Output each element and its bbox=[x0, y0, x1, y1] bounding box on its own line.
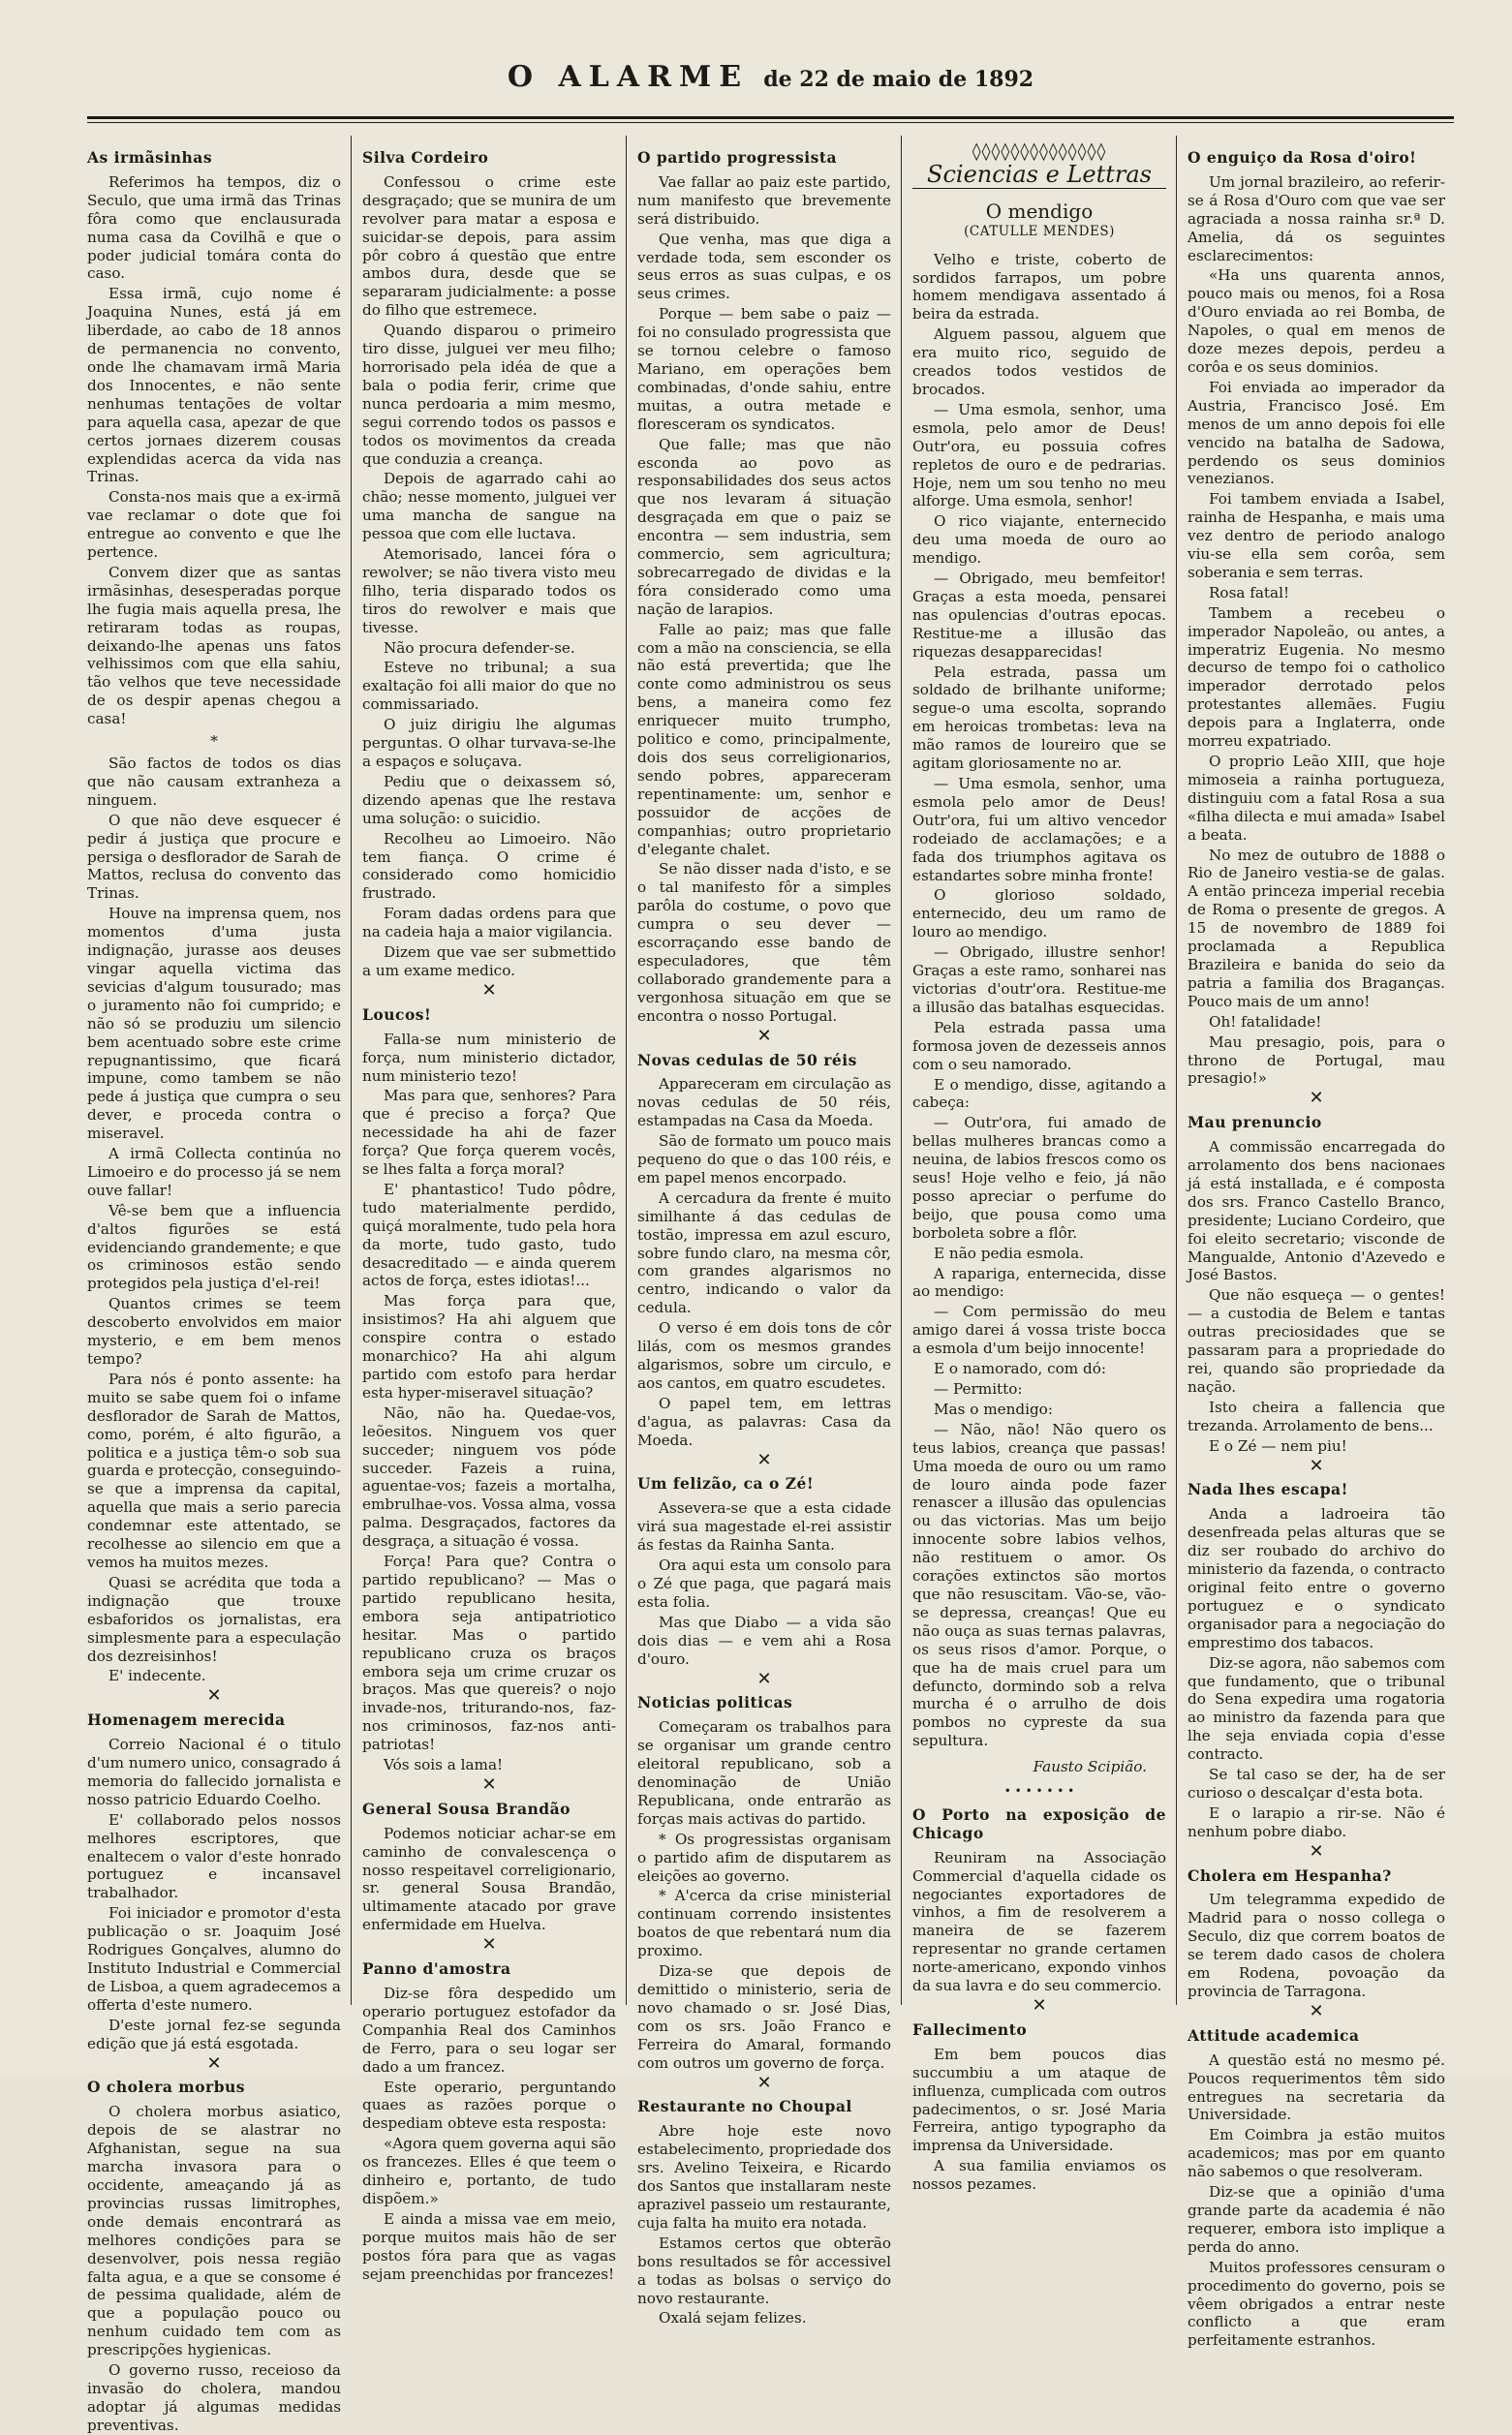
paragraph: — Com permissão do meu amigo darei á vossa triste bocca a esmola d'um beijo innocente! bbox=[912, 1303, 1166, 1358]
paragraph: O verso é em dois tons de côr lilás, com os mesmos grandes algarismos, sobre um circulo, e aos cantos, em quatro escudetes. bbox=[637, 1319, 891, 1392]
paragraph: São factos de todos os dias que não causam extranheza a ninguem. bbox=[87, 755, 341, 809]
paragraph: Porque — bem sabe o paiz — foi no consulado progressista que se tornou celebre o famoso Mariano, em operações bem combinadas, d'onde sahiu, entre muitas, a outra metade e floresceram os syndicatos. bbox=[637, 305, 891, 433]
paragraph: E' collaborado pelos nossos melhores escriptores, que enaltecem o valor d'este honrado portuguez e incansavel trabalhador. bbox=[87, 1810, 341, 1902]
paragraph: E o larapio a rir-se. Não é nenhum pobre diabo. bbox=[1188, 1803, 1445, 1840]
headline: Um felizão, ca o Zé! bbox=[637, 1474, 815, 1494]
paragraph: Esteve no tribunal; a sua exaltação foi alli maior do que no commissariado. bbox=[362, 659, 616, 714]
headline: Novas cedulas de 50 réis bbox=[637, 1050, 857, 1069]
paragraph: Foi enviada ao imperador da Austria, Francisco José. Em menos de um anno depois foi elle vencido na batalha de Sadowa, perdendo os seus dominios venezianos. bbox=[1188, 378, 1445, 488]
paragraph: «Ha uns quarenta annos, pouco mais ou menos, foi a Rosa d'Ouro enviada ao rei Bomba, de Napoles, o qual em menos de doze mezes depois, perdeu a corôa e os seus dominios. bbox=[1188, 266, 1445, 376]
paragraph: Mas força para que, insistimos? Ha ahi alguem que conspire contra o estado monarchico? Ha ahi algum partido com estofo para herdar esta hyper-miseravel situação? bbox=[362, 1292, 616, 1402]
paragraph: Força! Para que? Contra o partido republicano? — Mas o partido republicano hesita, embora seja antipatriotico hesitar. Mas o partido republicano cruza os braços embora seja um crime cruzar os braços. Mas que quereis? o nojo invade-nos, triturando-nos, faz-nos criminosos, faz-nos anti-patriotas! bbox=[362, 1553, 616, 1754]
headline: O partido progressista bbox=[637, 148, 838, 167]
headline: As irmãsinhas bbox=[87, 148, 213, 167]
paragraph: O governo russo, receioso da invasão do cholera, mandou adoptar já algumas medidas preventivas. bbox=[87, 2361, 341, 2434]
paragraph: Oh! fatalidade! bbox=[1209, 1012, 1322, 1031]
paragraph: Quasi se acrédita que toda a indignação que trouxe esbaforidos os jornalistas, era simplesmente para a especulação dos dezreisinhos! bbox=[87, 1573, 341, 1665]
paragraph: Velho e triste, coberto de sordidos farrapos, um pobre homem mendigava assentado á beira da estrada. bbox=[912, 250, 1166, 324]
paragraph: Convem dizer que as santas irmãsinhas, desesperadas porque lhe fugia mais aquella presa, lhe retiraram todas as roupas, deixando-lhe apenas uns fatos velhissimos com que ella sahiu, tão velhos que teve necessidade de os despir apenas chegou a casa! bbox=[87, 563, 341, 728]
paragraph: O cholera morbus asiatico, depois de se alastrar no Afghanistan, segue na sua marcha invasora para o occidente, ameaçando já as provincias russas limitrophes, onde demais encontrará as melhores condições para se desenvolver, pois nessa região falta agua, e a que se consome é de pessima qualidade, além de que a população pouco ou nenhum cuidado tem com as prescripções hygienicas. bbox=[87, 2103, 341, 2359]
paragraph: No mez de outubro de 1888 o Rio de Janeiro vestia-se de galas. A então princeza imperial recebia de Roma o presente de gregos. A 15 de novembro de 1889 foi proclamada a Republica Brazileira e banida do seio da patria a familia dos Braganças. Pouco mais de um anno! bbox=[1188, 846, 1445, 1010]
paragraph: Diza-se que depois de demittido o ministerio, seria de novo chamado o sr. José Dias, com os srs. João Franco e Ferreira do Amaral, formando com outros um governo de força. bbox=[637, 1962, 891, 2072]
section-title: Sciencias e Lettras bbox=[927, 160, 1152, 188]
paragraph: E ainda a missa vae em meio, porque muitos mais hão de ser postos fóra para que as vagas sejam preenchidas por francezes! bbox=[362, 2209, 616, 2283]
cross-separator-icon: ✕ bbox=[1032, 1995, 1047, 2016]
cross-separator-icon: ✕ bbox=[756, 1668, 772, 1689]
paragraph: Alguem passou, alguem que era muito rico, seguido de creados todos vestidos de brocados. bbox=[912, 325, 1166, 398]
paragraph: Falle ao paiz; mas que falle com a mão na consciencia, se ella não está prevertida; que lhe conte como administrou os seus bens, a maneira como fez enriquecer muito trumpho, politico e como, principalmente, dois dos seus correligionarios, sendo pobres, appareceram repentinamente: um, senhor e possuidor de acções de companhias; outro proprietario d'elegante chalet. bbox=[637, 620, 891, 858]
cross-separator-icon: ✕ bbox=[481, 1773, 497, 1795]
paragraph: A cercadura da frente é muito similhante á das cedulas de tostão, impressa em azul escuro, sobre fundo claro, na mesma côr, com grandes algarismos no centro, indicando o valor da cedula. bbox=[637, 1188, 891, 1317]
paragraph: Referimos ha tempos, diz o Seculo, que uma irmã das Trinas fôra como que enclausurada numa casa da Covilhã e que o poder judicial tomára conta do caso. bbox=[87, 172, 341, 283]
cross-separator-icon: ✕ bbox=[756, 1449, 772, 1470]
paragraph: Isto cheira a fallencia que trezanda. Arrolamento de bens... bbox=[1188, 1398, 1445, 1434]
paragraph: Em Coimbra ja estão muitos academicos; mas por em quanto não sabemos o que resolveram. bbox=[1188, 2126, 1445, 2181]
paragraph: E não pedia esmola. bbox=[934, 1244, 1084, 1262]
cross-separator-icon: ✕ bbox=[1309, 1088, 1324, 1109]
cross-separator-icon: ✕ bbox=[481, 979, 497, 1001]
cross-separator-icon: ✕ bbox=[481, 1934, 497, 1956]
paragraph: Pela estrada, passa um soldado de brilhante uniforme; segue-o uma escolta, soprando em heroicas trombetas: leva na mão ramos de loureiro que se agitam gloriosamente no ar. bbox=[912, 663, 1166, 773]
paragraph: «Agora quem governa aqui são os francezes. Elles é que teem o dinheiro e, portanto, de tudo dispõem.» bbox=[362, 2135, 616, 2207]
headline: Nada lhes escapa! bbox=[1188, 1480, 1348, 1499]
paragraph: Este operario, perguntando quaes as razões porque o despediam obteve esta resposta: bbox=[362, 2078, 616, 2133]
paragraph: Ora aqui esta um consolo para o Zé que paga, que pagará mais esta folia. bbox=[637, 1557, 891, 1611]
headline: O enguiço da Rosa d'oiro! bbox=[1188, 148, 1417, 167]
paragraph: A questão está no mesmo pé. Poucos requerimentos têm sido entregues na secretaria da Universidade. bbox=[1188, 2050, 1445, 2124]
signature: Fausto Scipião. bbox=[1033, 1758, 1147, 1776]
paragraph: * A'cerca da crise ministerial continuam correndo insistentes boatos de que rebentará num dia proximo. bbox=[637, 1887, 891, 1960]
paragraph: O papel tem, em lettras d'agua, as palavras: Casa da Moeda. bbox=[637, 1394, 891, 1449]
headline: O cholera morbus bbox=[87, 2078, 246, 2097]
paragraph: Diz-se que a opinião d'uma grande parte da academia é não requerer, embora isto implique a perda do anno. bbox=[1188, 2183, 1445, 2256]
paragraph: Podemos noticiar achar-se em caminho de convalescença o nosso respeitavel correligionario, sr. general Sousa Brandão, ultimamente atacado por grave enfermidade em Huelva. bbox=[362, 1824, 616, 1934]
paragraph: Foi iniciador e promotor d'esta publicação o sr. Joaquim José Rodrigues Gonçalves, alumno do Instituto Industrial e Commercial de Lisboa, a quem agradecemos a offerta d'este numero. bbox=[87, 1904, 341, 2014]
headline: Silva Cordeiro bbox=[362, 148, 489, 167]
paragraph: Se tal caso se der, ha de ser curioso o descalçar d'esta bota. bbox=[1188, 1766, 1445, 1802]
column-3 bbox=[637, 143, 891, 2327]
cross-separator-icon: ✕ bbox=[756, 1025, 772, 1046]
paragraph: Houve na imprensa quem, nos momentos d'uma justa indignação, jurasse aos deuses vingar aquella victima das sevicias d'algum tousurado; mas o juramento não foi cumprido; e não só se produziu um silencio bem acentuado sobre este crime repugnantissimo, que ficará impune, como tambem se não pede á justiça que cumpra o seu dever, e proceda contra o miseravel. bbox=[87, 905, 341, 1143]
paragraph: — Uma esmola, senhor, uma esmola pelo amor de Deus! Outr'ora, fui um altivo vencedor rodeiado de acclamações; e a fada dos triumphos agitava os estandartes sobre minha fronte! bbox=[912, 775, 1166, 884]
masthead-rule-thin bbox=[87, 122, 1454, 123]
cross-separator-icon: ✕ bbox=[756, 2072, 772, 2093]
headline: Loucos! bbox=[362, 1004, 432, 1024]
paragraph: Anda a ladroeira tão desenfreada pelas alturas que se diz ser roubado do archivo do ministerio da fazenda, o contracto original feito entre o governo portuguez e o syndicato organisador para a negociação do emprestimo dos tabacos. bbox=[1188, 1505, 1445, 1651]
paragraph: Começaram os trabalhos para se organisar um grande centro eleitoral republicano, sob a denominação de União Republicana, onde entrarão as forças mais activas do partido. bbox=[637, 1718, 891, 1828]
paragraph: O juiz dirigiu lhe algumas perguntas. O olhar turvava-se-lhe a espaços e soluçava. bbox=[362, 716, 616, 770]
paragraph: — Uma esmola, senhor, uma esmola, pelo amor de Deus! Outr'ora, eu possuia cofres repletos de ouro e de pedrarias. Hoje, nem um sou tenho no meu alforge. Uma esmola, senhor! bbox=[912, 400, 1166, 510]
headline: General Sousa Brandão bbox=[362, 1799, 571, 1818]
paragraph: O rico viajante, enternecido deu uma moeda de ouro ao mendigo. bbox=[912, 512, 1166, 568]
paragraph: Não, não ha. Quedae-vos, leõesitos. Ninguem vos quer succeder; ninguem vos póde succeder. Fazeis a ruina, aguentae-vos; fazeis a mortalha, embrulhae-vos. Vossa alma, vossa palma. Desgraçados, factores da desgraça, a situação é vossa. bbox=[362, 1403, 616, 1551]
paragraph: Foram dadas ordens para que na cadeia haja a maior vigilancia. bbox=[362, 905, 616, 941]
column-4 bbox=[912, 141, 1166, 2194]
paragraph: Abre hoje este novo estabelecimento, propriedade dos srs. Avelino Teixeira, e Ricardo dos Santos que installaram neste aprazivel passeio um restaurante, cuja falta ha muito era notada. bbox=[637, 2122, 891, 2232]
paragraph: Oxalá sejam felizes. bbox=[659, 2309, 807, 2327]
paragraph: E o namorado, com dó: bbox=[934, 1360, 1106, 1378]
cross-separator-icon: ✕ bbox=[1309, 1455, 1324, 1476]
paragraph: A irmã Collecta continúa no Limoeiro e do processo já se nem ouve fallar! bbox=[87, 1145, 341, 1199]
column-2 bbox=[362, 143, 616, 2283]
paragraph: Um jornal brazileiro, ao referir-se á Rosa d'Ouro com que vae ser agraciada a nossa rainha sr.ª D. Amelia, dá os seguintes esclarecimentos: bbox=[1188, 172, 1445, 264]
column-divider bbox=[901, 136, 902, 2005]
cross-separator-icon: ✕ bbox=[206, 1685, 222, 1707]
paragraph: Que venha, mas que diga a verdade toda, sem esconder os seus erros as suas culpas, e os seus crimes. bbox=[637, 230, 891, 303]
paragraph: Vae fallar ao paiz este partido, num manifesto que brevemente será distribuido. bbox=[637, 172, 891, 228]
paragraph: E o mendigo, disse, agitando a cabeça: bbox=[912, 1075, 1166, 1112]
cross-separator-icon: ✕ bbox=[1309, 2000, 1324, 2021]
paragraph: Assevera-se que a esta cidade virá sua magestade el-rei assistir ás festas da Rainha Santa. bbox=[637, 1499, 891, 1555]
paragraph: Se não disser nada d'isto, e se o tal manifesto fôr a simples parôla do costume, o povo que cumpra o seu dever — escorraçando esse bando de especuladores, que têm collaborado grandemente para a vergonhosa situação em que se encontra o nosso Portugal. bbox=[637, 860, 891, 1025]
headline: O Porto na exposição de Chicago bbox=[912, 1804, 1166, 1842]
paragraph: — Permitto: bbox=[934, 1380, 1023, 1398]
headline: Noticias politicas bbox=[637, 1693, 793, 1712]
paragraph: — Outr'ora, fui amado de bellas mulheres brancas como a neuina, de labios frescos como os seus! Hoje velho e feio, já não posso apreciar o perfume do beijo, que pousa como uma borboleta sobre a flôr. bbox=[912, 1114, 1166, 1242]
paragraph: D'este jornal fez-se segunda edição que já está esgotada. bbox=[87, 2016, 341, 2052]
column-1 bbox=[87, 143, 341, 2434]
paragraph: Quantos crimes se teem descoberto envolvidos em maior mysterio, e em bem menos tempo? bbox=[87, 1295, 341, 1368]
paragraph: Reuniram na Associação Commercial d'aquella cidade os negociantes exportadores de vinhos, a fim de resolverem a maneira de se fazerem representar no grande certamen norte-americano, expondo vinhos da sua lavra e do seu commercio. bbox=[912, 1848, 1166, 1995]
paragraph: Essa irmã, cujo nome é Joaquina Nunes, está já em liberdade, ao cabo de 18 annos de permanencia no convento, onde lhe chamavam irmã Maria dos Innocentes, e não sente nenhumas tentações de voltar para aquella casa, apezar de que certos jornaes dizerem cousas explendidas acerca da vida nas Trinas. bbox=[87, 285, 341, 486]
masthead-rule bbox=[87, 116, 1454, 119]
paragraph: Mas o mendigo: bbox=[934, 1400, 1053, 1418]
paragraph: Que falle; mas que não esconda ao povo as responsabilidades dos seus actos que nos levaram á situação desgraçada em que o paiz se encontra — sem industria, sem commercio, sem agricultura; sobrecarregado de dividas e la fóra considerado como uma nação de larapios. bbox=[637, 435, 891, 618]
paragraph: Quando disparou o primeiro tiro disse, julguei ver meu filho; horrorisado pela idéa de que a bala o podia ferir, crime que nunca perdoaria a mim mesmo, segui correndo todos os passos e todos os movimentos da creada que conduzia a creança. bbox=[362, 322, 616, 468]
headline: Fallecimento bbox=[912, 2019, 1028, 2039]
paragraph: Mau presagio, pois, para o throno de Portugal, mau presagio!» bbox=[1188, 1033, 1445, 1088]
paragraph: E o Zé — nem piu! bbox=[1209, 1436, 1347, 1455]
story-title: O mendigo bbox=[985, 199, 1094, 223]
paragraph: Pediu que o deixassem só, dizendo apenas que lhe restava uma solução: o suicidio. bbox=[362, 772, 616, 827]
paragraph: Diz-se agora, não sabemos com que fundamento, que o tribunal do Sena expedira uma rogatoria ao ministro da fazenda para que lhe seja enviada copia d'esse contracto. bbox=[1188, 1653, 1445, 1764]
cross-separator-icon: ✕ bbox=[206, 2052, 222, 2074]
paragraph: Não procura defender-se. bbox=[384, 638, 575, 657]
paragraph: Que não esqueça — o gentes! — a custodia de Belem e tantas outras preciosidades que se passaram para a propriedade do rei, quando são propriedade da nação. bbox=[1188, 1286, 1445, 1396]
paragraph: Confessou o crime este desgraçado; que se munira de um revolver para matar a esposa e suicidar-se depois, para assim pôr cobro á questão que entre ambos dura, desde que se separaram judicialmente: a posse do filho que estremece. bbox=[362, 172, 616, 320]
paragraph: — Obrigado, illustre senhor! Graças a este ramo, sonharei nas victorias d'outr'ora. Restitue-me a illusão das batalhas esquecidas. bbox=[912, 943, 1166, 1016]
star-separator: * bbox=[210, 732, 218, 751]
paragraph: Dizem que vae ser submettido a um exame medico. bbox=[362, 943, 616, 979]
headline: Restaurante no Choupal bbox=[637, 2097, 852, 2116]
paragraph: Mas que Diabo — a vida são dois dias — e vem ahi a Rosa d'ouro. bbox=[637, 1613, 891, 1668]
paragraph: Falla-se num ministerio de força, num ministerio dictador, num ministerio tezo! bbox=[362, 1030, 616, 1085]
paragraph: Muitos professores censuram o procedimento do governo, pois se vêem obrigados a entrar neste conflicto a que eram perfeitamente estranhos. bbox=[1188, 2258, 1445, 2350]
ornament-border-icon: ◊◊◊◊◊◊◊◊◊◊◊◊◊◊ bbox=[972, 141, 1107, 162]
paragraph: Estamos certos que obterão bons resultados se fôr accessivel a todas as bolsas o serviço do novo restaurante. bbox=[637, 2234, 891, 2307]
headline: Homenagem merecida bbox=[87, 1711, 286, 1730]
paragraph: Tambem a recebeu o imperador Napoleão, ou antes, a imperatriz Eugenia. No mesmo decurso de tempo foi o catholico imperador derrotado pelos protestantes allemães. Fugiu depois para a Inglaterra, onde morreu expatriado. bbox=[1188, 603, 1445, 751]
story-author: (CATULLE MENDES) bbox=[964, 223, 1115, 239]
paragraph: — Não, não! Não quero os teus labios, creança que passas! Uma moeda de ouro ou um ramo de louro ainda pode fazer renascer a illusão das opulencias ou das victorias. Mas um beijo innocente sobre labios velhos, não restituem o amor. Os corações extinctos são mortos que não resuscitam. Vão-se, vão-se depressa, creanças! Que eu não ouça as suas ternas palavras, os seus risos d'amor. Porque, o que ha de mais cruel para um defuncto, dormindo sob a relva murcha é o arrulho de dois pombos no cypreste da sua sepultura. bbox=[912, 1420, 1166, 1750]
paragraph: Rosa fatal! bbox=[1209, 583, 1290, 601]
paragraph: E' indecente. bbox=[108, 1667, 206, 1685]
paragraph: Atemorisado, lancei fóra o rewolver; se não tivera visto meu filho, teria disparado todos os tiros do rewolver e mais que tivesse. bbox=[362, 545, 616, 636]
paragraph: Foi tambem enviada a Isabel, rainha de Hespanha, e mais uma vez dentro de periodo analogo viu-se ella sem corôa, sem soberania e sem terras. bbox=[1188, 490, 1445, 581]
paragraph: O proprio Leão XIII, que hoje mimoseia a rainha portugueza, distinguiu com a fatal Rosa a sua «filha dilecta e mui amada» Isabel a beata. bbox=[1188, 753, 1445, 844]
section-rule bbox=[912, 188, 1166, 189]
paragraph: O glorioso soldado, enternecido, deu um ramo de louro ao mendigo. bbox=[912, 886, 1166, 941]
paragraph: Diz-se fôra despedido um operario portuguez estofador da Companhia Real dos Caminhos de Ferro, para o seu logar ser dado a um francez. bbox=[362, 1985, 616, 2076]
paragraph: * Os progressistas organisam o partido afim de disputarem as eleições ao governo. bbox=[637, 1830, 891, 1885]
paragraph: Vós sois a lama! bbox=[384, 1756, 504, 1774]
paragraph: Em bem poucos dias succumbiu a um ataque de influenza, cumplicada com outros padecimentos, o sr. José Maria Ferreira, antigo typographo da imprensa da Universidade. bbox=[912, 2045, 1166, 2155]
paragraph: — Obrigado, meu bemfeitor! Graças a esta moeda, pensarei nas opulencias d'outras epocas. Restitue-me a illusão das riquezas desapparecidas! bbox=[912, 570, 1166, 661]
dotted-separator-icon: • • • • • • • bbox=[1003, 1784, 1075, 1799]
headline: Panno d'amostra bbox=[362, 1959, 511, 1979]
paragraph: O que não deve esquecer é pedir á justiça que procure e persiga o desflorador de Sarah de Mattos, reclusa do convento das Trinas. bbox=[87, 811, 341, 903]
headline: Attitude academica bbox=[1188, 2025, 1360, 2045]
issue-date: de 22 de maio de 1892 bbox=[763, 67, 1034, 92]
paragraph: Recolheu ao Limoeiro. Não tem fiança. O crime é considerado como homicidio frustrado. bbox=[362, 829, 616, 903]
column-5 bbox=[1188, 143, 1445, 2350]
paragraph: Para nós é ponto assente: ha muito se sabe quem foi o infame desflorador de Sarah de Mattos, como, porém, é alto figurão, a politica e a justiça têm-o sob sua guarda e protecção, conseguindo-se que a imprensa da capital, aquella que mais a serio parecia condemnar este attentado, se recolhesse ao silencio em que a vemos ha muitos mezes. bbox=[87, 1370, 341, 1571]
paragraph: E' phantastico! Tudo pôdre, tudo materialmente perdido, quiçá moralmente, tudo pela hora da morte, tudo gasto, tudo desacreditado — e ainda querem actos de força, estes idiotas!... bbox=[362, 1180, 616, 1290]
paragraph: Correio Nacional é o titulo d'um numero unico, consagrado á memoria do fallecido jornalista e nosso patricio Eduardo Coelho. bbox=[87, 1736, 341, 1808]
paragraph: Um telegramma expedido de Madrid para o nosso collega o Seculo, diz que correm boatos de se terem dado casos de cholera em Rodena, povoação da provincia de Tarragona. bbox=[1188, 1891, 1445, 2000]
paragraph: Consta-nos mais que a ex-irmã vae reclamar o dote que foi entregue ao convento e que lhe pertence. bbox=[87, 488, 341, 562]
paragraph: A sua familia enviamos os nossos pezames. bbox=[912, 2157, 1166, 2194]
paragraph: São de formato um pouco mais pequeno do que o das 100 réis, e em papel menos encorpado. bbox=[637, 1132, 891, 1187]
paragraph: Depois de agarrado cahi ao chão; nesse momento, julguei ver uma mancha de sangue na pessoa que com elle luctava. bbox=[362, 470, 616, 543]
paragraph: Appareceram em circulação as novas cedulas de 50 réis, estampadas na Casa da Moeda. bbox=[637, 1075, 891, 1130]
masthead bbox=[87, 60, 1454, 99]
publication-name: O ALARME bbox=[507, 60, 750, 94]
column-divider bbox=[1176, 136, 1177, 2005]
paragraph: Vê-se bem que a influencia d'altos figurões se está evidenciando grandemente; e que os criminosos estão sendo protegidos pela justiça d'el-rei! bbox=[87, 1201, 341, 1293]
column-divider bbox=[626, 136, 627, 2005]
column-divider bbox=[351, 136, 352, 2005]
paragraph: Pela estrada passa uma formosa joven de dezesseis annos com o seu namorado. bbox=[912, 1018, 1166, 1073]
paragraph: A rapariga, enternecida, disse ao mendigo: bbox=[912, 1264, 1166, 1301]
headline: Cholera em Hespanha? bbox=[1188, 1865, 1392, 1885]
paragraph: Mas para que, senhores? Para que é preciso a força? Que necessidade ha ahi de fazer força? Que força querem vocês, se lhes falta a força moral? bbox=[362, 1087, 616, 1179]
headline: Mau prenuncio bbox=[1188, 1113, 1322, 1132]
paragraph: A commissão encarregada do arrolamento dos bens nacionaes já está installada, e é composta dos srs. Franco Castello Branco, presidente; Luciano Cordeiro, que foi eleito secretario; visconde de Mangualde, Antonio d'Azevedo e José Bastos. bbox=[1188, 1138, 1445, 1284]
cross-separator-icon: ✕ bbox=[1309, 1840, 1324, 1862]
